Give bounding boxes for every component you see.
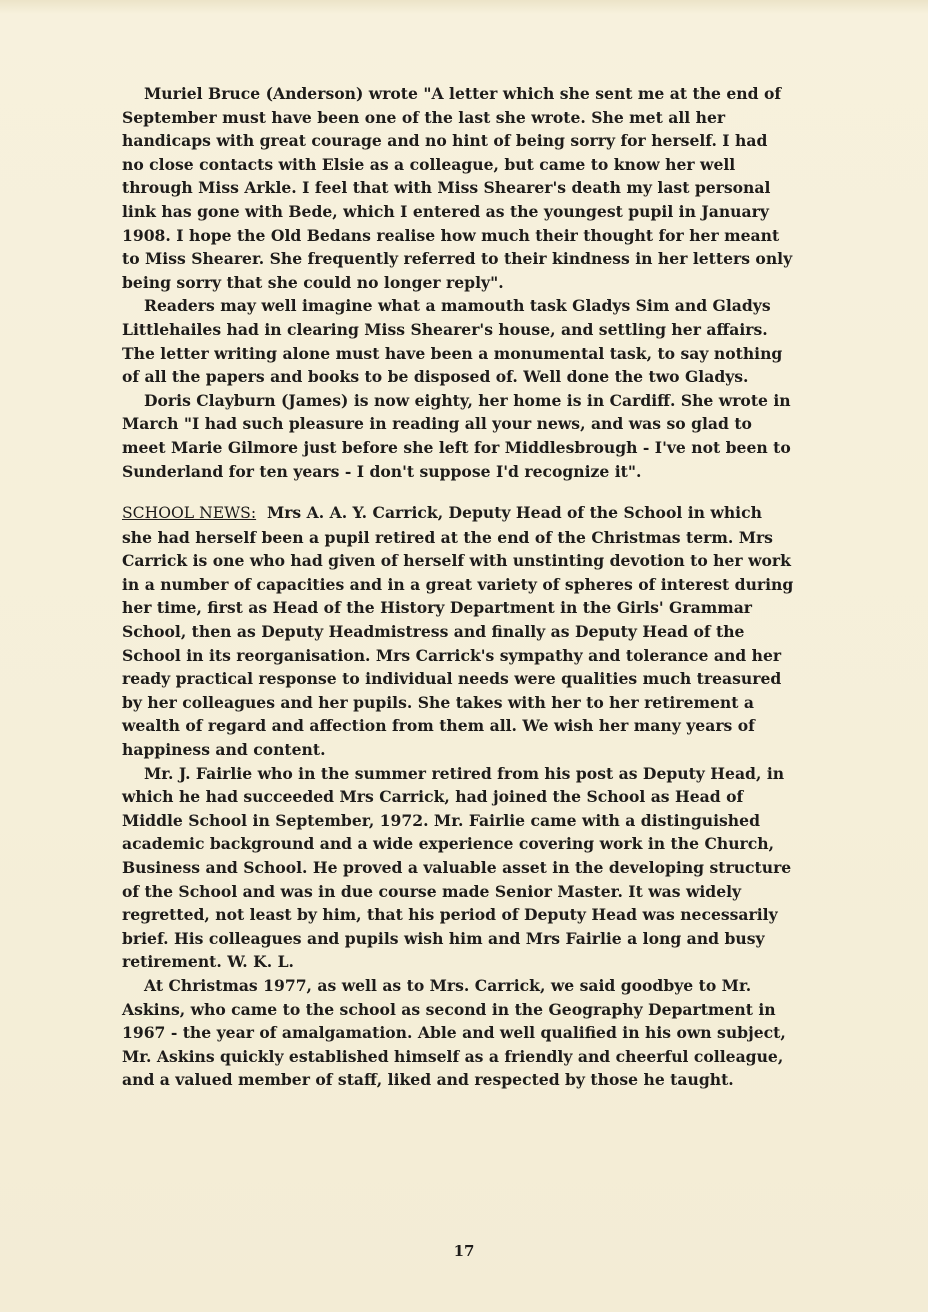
paragraph-muriel-bruce: Muriel Bruce (Anderson) wrote "A letter which she sent me at the end of September must have been one of the last she wrote. She met all her handicaps with great courage and no hint of being sorry for herself. I had no close contacts with Elsie as a colleague, but came to know her well through Miss Arkle. I feel that with Miss Shearer's death my last personal link has gone with Bede, which I entered as the youngest pupil in January 1908. I hope the Old Bedans realise how much their thought for her meant to Miss Shearer. She frequently referred to their kindness in her letters only being sorry that she could no longer reply".: [122, 84, 793, 292]
school-news-carrick-text: Mrs A. A. Y. Carrick, Deputy Head of the School in which she had herself been a pupil retired at the end of the Christmas term. Mrs Carrick is one who had given of herself with unstinting devotion to her work in a number of capacities and in a great variety of spheres of interest during her time, first as Head of the History Department in the Girls' Grammar School, then as Deputy Headmistress and finally as Deputy Head of the School in its reorganisation. Mrs Carrick's sympathy and tolerance and her ready practical response to individual needs were qualities much treasured by her colleagues and her pupils. She takes with her to her retirement a wealth of regard and affection from them all. We wish her many years of happiness and content.: [122, 503, 794, 760]
section-heading-school-news: SCHOOL NEWS:: [122, 504, 257, 523]
paragraph-askins: At Christmas 1977, as well as to Mrs. Carrick, we said goodbye to Mr. Askins, who came to the school as second in the Geography Department in 1967 - the year of amalgamation. Able and well qualified in his own subject, Mr. Askins quickly established himself as a friendly and cheerful colleague, and a valued member of staff, liked and respected by those he taught.: [122, 975, 786, 1090]
paragraph-readers: Readers may well imagine what a mamouth task Gladys Sim and Gladys Littlehailes had in clearing Miss Shearer's house, and settling her affairs. The letter writing alone must have been a monumental task, to say nothing of all the papers and books to be disposed of. Well done the two Gladys.: [122, 296, 783, 387]
paragraph-school-news-carrick: [122, 501, 794, 762]
page-number: 17: [453, 1242, 475, 1260]
paragraph-doris-clayburn: Doris Clayburn (James) is now eighty, her home is in Cardiff. She wrote in March "I had such pleasure in reading all your news, and was so glad to meet Marie Gilmore just before she left for Middlesbrough - I've not been to Sunderland for ten years - I don't suppose I'd recognize it".: [122, 390, 791, 481]
page-top-edge: [0, 0, 928, 14]
document-body: [122, 82, 794, 1092]
paragraph-fairlie: Mr. J. Fairlie who in the summer retired from his post as Deputy Head, in which he had succeeded Mrs Carrick, had joined the School as Head of Middle School in September, 1972. Mr. Fairlie came with a distinguished academic background and a wide experience covering work in the Church, Business and School. He proved a valuable asset in the developing structure of the School and was in due course made Senior Master. It was widely regretted, not least by him, that his period of Deputy Head was necessarily brief. His colleagues and pupils wish him and Mrs Fairlie a long and busy retirement. W. K. L.: [122, 763, 792, 972]
